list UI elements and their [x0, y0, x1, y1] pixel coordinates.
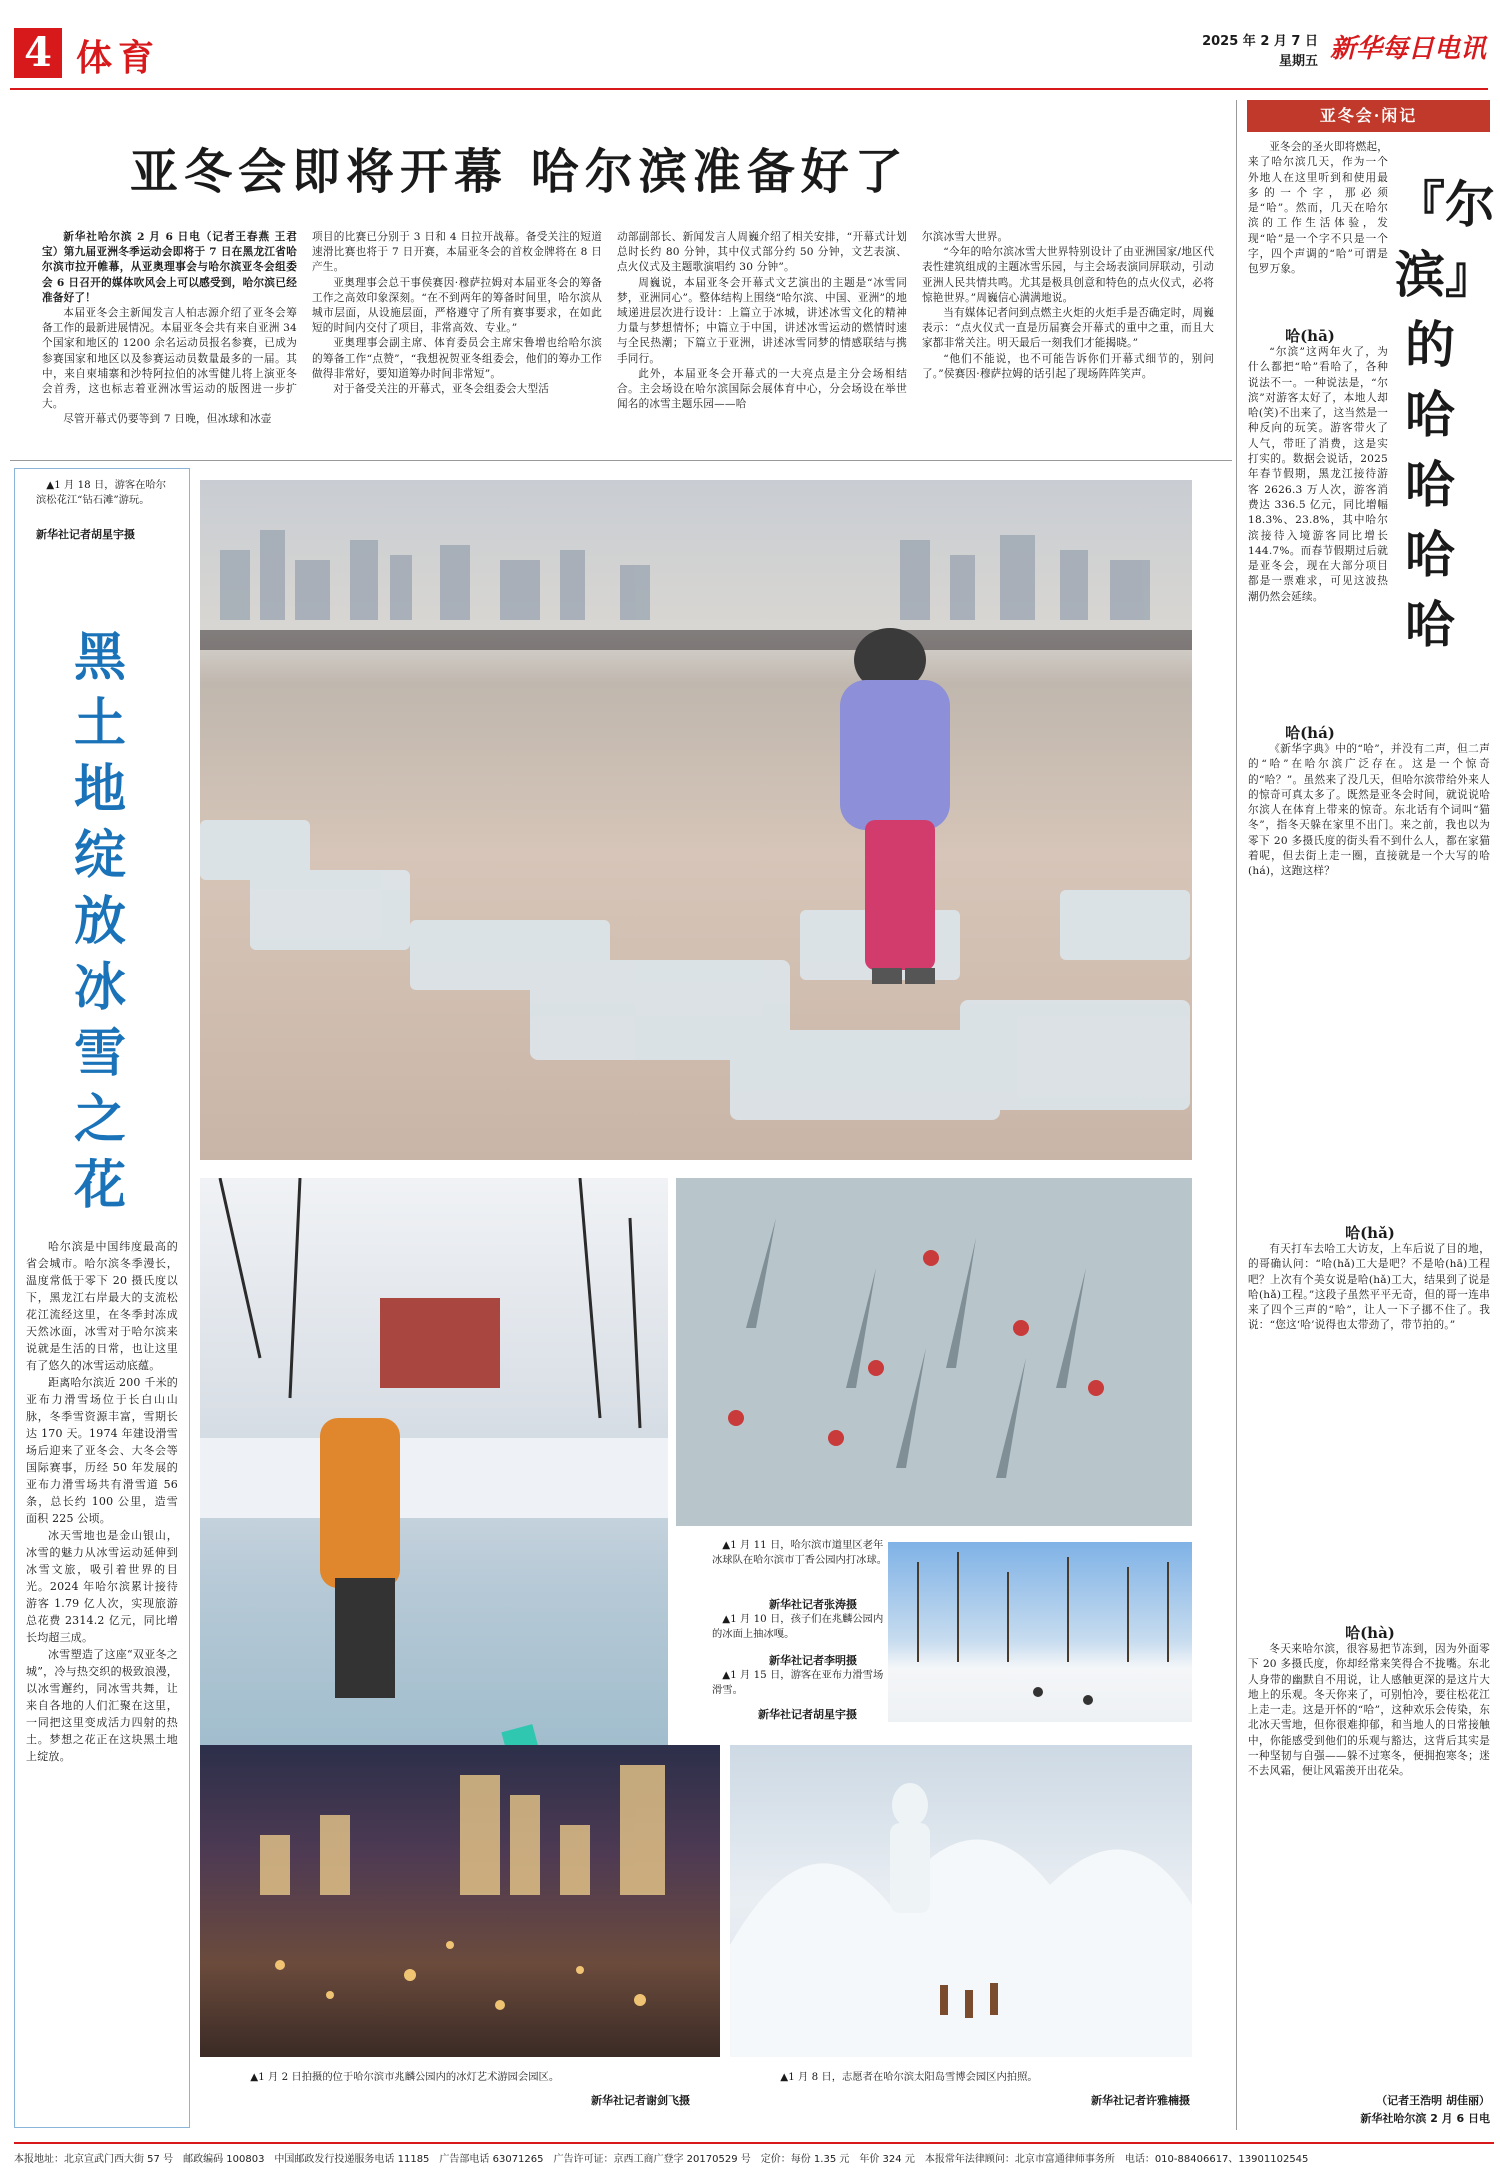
- side-para: 冰雪塑造了这座“双亚冬之城”，冷与热交织的极致浪漫，以冰雪邂约，同冰雪共舞，让来自各地的人们汇聚在这里，一同把这里变成活力四射的热土。梦想之花正在这块黑土地上绽放。: [26, 1648, 178, 1763]
- divider: [10, 460, 1232, 461]
- article-column-1: [42, 230, 297, 428]
- side-title: [60, 625, 140, 1219]
- column-intro: [1248, 140, 1388, 278]
- column-section: [1248, 1242, 1490, 1334]
- article-para: 亚奥理事会副主席、体育委员会主席宋鲁增也给哈尔滨的筹备工作“点赞”，“我想祝贺亚冬组委会，他们的筹办工作做得非常好，要知道筹办时间非常短”。: [312, 337, 602, 380]
- ice-lantern-photo: [200, 1745, 720, 2057]
- main-photo-credit: 新华社记者胡星宇摄: [36, 528, 135, 541]
- column-para: 《新华字典》中的“哈”，并没有二声，但二声的“哈”在哈尔滨广泛存在。这是一个惊奇的“哈？”。虽然来了没几天，但哈尔滨带给外来人的惊奇可真太多了。既然是亚冬会时间，就说说哈尔滨人在体育上带来的惊奇。东北话有个词叫“猫冬”，指冬天躲在家里不出门。来之前，我也以为零下 20 多摄氏度的街头看不到什么人，都在家猫着呢，但去街上走一圈，直接就是一个大写的哈(há)，这跑这样？: [1248, 743, 1490, 878]
- hockey-photo-scene: [200, 1178, 668, 1763]
- side-para: 哈尔滨是中国纬度最高的省会城市。哈尔滨冬季漫长，温度常低于零下 20 摄氏度以下，黑龙江右岸最大的支流松花江流经这里，在冬季封冻成天然冰面，冰雪对于哈尔滨来说就是生活的日常，也让这里有了悠久的冰雪运动底蕴。: [26, 1240, 178, 1372]
- ski-photo: [888, 1542, 1192, 1722]
- main-photo-scene: [200, 480, 1192, 1160]
- column-section: [1248, 742, 1490, 880]
- credit-sculpture: 新华社记者许雅楠摄: [1091, 2094, 1190, 2107]
- headline: 亚冬会即将开幕 哈尔滨准备好了: [130, 144, 909, 200]
- page-footer: 本报地址：北京宣武门西大街 57 号 邮政编码 100803 中国邮政发行投递服务电话 11185 广告部电话 63071265 广告许可证：京西工商广登字 20170529 号 定价：每份 1.35 元 年价 324 元 本报常年法律顾问：北京市富通律师事务所 电话：010-88406617、13901102545: [14, 2142, 1494, 2166]
- credit-lantern: 新华社记者谢剑飞摄: [591, 2094, 690, 2107]
- ski-scene: [888, 1542, 1192, 1722]
- caption-sculpture: ▲1 月 8 日，志愿者在哈尔滨太阳岛雪博会园区内拍照。: [780, 2071, 1038, 2083]
- credit-hockey: 新华社记者张涛摄: [769, 1598, 857, 1611]
- article-column-2: [312, 230, 602, 397]
- article-para: 此外，本届亚冬会开幕式的一大亮点是主分会场相结合。主会场设在哈尔滨国际会展体育中心，分会场设在举世闻名的冰雪主题乐园——哈: [617, 367, 907, 411]
- dateline: 新华社哈尔滨 2 月 6 日电（记者王春燕 王君宝）第九届亚洲冬季运动会即将于 7 日在黑龙江省哈尔滨市拉开帷幕，从亚奥理事会与哈尔滨亚冬会组委会 6 日召开的媒体吹风会上可以感受到，哈尔滨已经准备好了！: [42, 231, 297, 304]
- column-credit: （记者王浩明 胡佳丽）: [1376, 2094, 1490, 2107]
- article-para: [42, 230, 297, 306]
- weekday-text: 星期五: [1278, 54, 1318, 69]
- article-para: 当有媒体记者问到点燃主火炬的火炬手是否确定时，周巍表示：“点火仪式一直是历届赛会开幕式的重中之重，而且大家都非常关注。明天最后一刻我们才能揭晓。”: [922, 307, 1214, 350]
- caption-lantern: ▲1 月 2 日拍摄的位于哈尔滨市兆麟公园内的冰灯艺术游园会园区。: [250, 2071, 560, 2083]
- issue-date: [1150, 32, 1318, 72]
- column-tag: 亚冬会·闲记: [1247, 100, 1490, 132]
- skaters-scene: [676, 1178, 1192, 1526]
- snow-sculpture-scene: [730, 1745, 1192, 2057]
- hockey-photo: [200, 1178, 668, 1763]
- subhead-ha1: 哈(hā): [1285, 327, 1335, 345]
- skaters-photo: [676, 1178, 1192, 1526]
- subhead-ha4: 哈(hà): [1345, 1624, 1395, 1642]
- header-rule: [10, 88, 1488, 90]
- article-para: 周巍说，本届亚冬会开幕式文艺演出的主题是“冰雪同梦，亚洲同心”。整体结构上围绕“哈尔滨、中国、亚洲”的地域递进层次进行设计：上篇立于冰城，讲述冰雪文化的精神力量与梦想情怀；中篇立于中国，讲述冰雪运动的燃情时速与全民热潮；下篇立于亚洲，讲述冰雪同梦的情感联结与携手同行。: [617, 276, 907, 365]
- column-title: 『尔滨』的哈哈哈哈: [1395, 175, 1495, 654]
- article-para: 项目的比赛已分别于 3 日和 4 日拉开战幕。备受关注的短道速滑比赛也将于 7 日开赛，本届亚冬会的首枚金牌将在 8 日产生。: [312, 231, 602, 274]
- column-para: 冬天来哈尔滨，很容易把节冻到，因为外面零下 20 多摄氏度，你却经常来笑得合不拢嘴。东北人身带的幽默自不用说，让人感触更深的是这片大地上的乐观。冬天你来了，可别怕冷，要往松花江上走一走。这是开怀的“哈”，这种欢乐会传染，东北冰天雪地，但你很难抑郁，和当地人的日常接触中，你能感受到他们的乐观与豁达，这背后其实是一种坚韧与自强——躲不过寒冬，便拥抱寒冬；迷不去风霜，便让风霜羡开出花朵。: [1248, 1643, 1490, 1778]
- subhead-ha2: 哈(há): [1285, 724, 1335, 742]
- subhead-ha3: 哈(hǎ): [1345, 1224, 1395, 1242]
- article-para: “今年的哈尔滨冰雪大世界特别设计了由亚洲国家/地区代表性建筑组成的主题冰雪乐园，与主会场表演同屏联动，引动亚洲人民共情共鸣。尤其是极具创意和特色的点火仪式，必将惊艳世界。”周巍信心满满地说。: [922, 246, 1214, 304]
- caption-ski: ▲1 月 15 日，游客在亚布力滑雪场滑雪。: [712, 1669, 884, 1696]
- article-column-3: [617, 230, 907, 412]
- column-section: [1248, 345, 1388, 605]
- main-photo-caption: ▲1 月 18 日，游客在哈尔滨松花江“钻石滩”游玩。: [36, 479, 167, 506]
- article-para: “他们不能说，也不可能告诉你们开幕式细节的，别问了。”侯赛因·穆萨拉姆的话引起了现场阵阵笑声。: [922, 352, 1214, 380]
- article-para: 亚奥理事会总干事侯赛因·穆萨拉姆对本届亚冬会的筹备工作之高效印象深刻。“在不到两年的筹备时间里，哈尔滨从城市层面，从设施层面，严格遵守了所有赛事要求，在如此短的时间内交付了项目，非常高效、专业。”: [312, 276, 602, 335]
- ice-lantern-scene: [200, 1745, 720, 2057]
- column-para: 亚冬会的圣火即将燃起，来了哈尔滨几天，作为一个外地人在这里听到和使用最多的一个字，那必须是“哈”。然而，几天在哈尔滨的工作生活体验，发现“哈”是一个字不只是一个字，四个声调的“哈”可谓是包罗万象。: [1248, 141, 1388, 276]
- page-number: 4: [14, 28, 62, 78]
- main-photo: [200, 480, 1192, 1160]
- side-para: 距离哈尔滨近 200 千米的亚布力滑雪场位于长白山山脉，冬季雪资源丰富，雪期长达 170 天。1974 年建设滑雪场后迎来了亚冬会、大冬会等国际赛事，历经 50 年发展的亚布力滑雪场共有滑雪道 56 条，总长约 100 公里，造雪面积 225 公顷。: [26, 1376, 178, 1525]
- newspaper-logo: 新华每日电讯: [1330, 34, 1487, 64]
- caption-hockey: ▲1 月 11 日，哈尔滨市道里区老年冰球队在哈尔滨市丁香公园内打冰球。: [712, 1539, 888, 1566]
- article-para: 尔滨冰雪大世界。: [922, 231, 1009, 243]
- credit-ski: 新华社记者胡星宇摄: [758, 1708, 857, 1721]
- article-para: 动部副部长、新闻发言人周巍介绍了相关安排，“开幕式计划总时长约 80 分钟，其中仪式部分约 50 分钟，文艺表演、点火仪式及主题歌演唱约 30 分钟”。: [617, 231, 907, 274]
- article-para: 对于备受关注的开幕式，亚冬会组委会大型活: [333, 383, 550, 396]
- side-article: [26, 1238, 178, 1765]
- article-column-4: [922, 230, 1214, 382]
- side-para: 冰天雪地也是金山银山，冰雪的魅力从冰雪运动延伸到冰雪文旅，吸引着世界的目光。2024 年哈尔滨累计接待游客 1.79 亿人次，实现旅游总花费 2314.2 亿元，同比增长均超三成。: [26, 1529, 178, 1644]
- caption-ice-top: ▲1 月 10 日，孩子们在兆麟公园内的冰面上抽冰嘎。: [712, 1613, 884, 1640]
- column-section: [1248, 1642, 1490, 1780]
- snow-sculpture-photo: [730, 1745, 1192, 2057]
- credit-ice-top: 新华社记者李明摄: [769, 1654, 857, 1667]
- column-dateline: 新华社哈尔滨 2 月 6 日电: [1360, 2112, 1490, 2125]
- column-para: 有天打车去哈工大访友，上车后说了目的地，的哥确认问：“哈(hǎ)工大是吧？不是哈(hā)工程吧？上次有个美女说是哈(hǎ)工大，结果到了说是哈(hǎ)工程。”这段子虽然平平无奇，但的哥一连串来了四个三声的“哈”，让人一下子挪不住了。我说：“您这‘哈’说得也太带劲了，带节拍的。”: [1248, 1243, 1490, 1332]
- article-para: 本届亚冬会主新闻发言人柏志源介绍了亚冬会筹备工作的最新进展情况。本届亚冬会共有来自亚洲 34 个国家和地区的 1200 余名运动员报名参赛，已成为参赛国家和地区以及参赛运动员数量最多的一届。其中，来自柬埔寨和沙特阿拉伯的冰雪健儿将上演亚冬会首秀，这也标志着亚洲冰雪运动的版图进一步扩大。: [42, 307, 297, 411]
- column-rule: [1236, 100, 1237, 2130]
- section-name: 体育: [76, 37, 161, 79]
- page-header: [0, 0, 1500, 108]
- article-para: 尽管开幕式仍要等到 7 日晚，但冰球和冰壶: [63, 413, 272, 426]
- side-title-text: 黑土地绽放冰雪之花: [73, 627, 126, 1216]
- date-text: 2025 年 2 月 7 日: [1202, 34, 1318, 49]
- column-para: “尔滨”这两年火了，为什么都把“哈”看哈了，各种说法不一。一种说法是，“尔滨”对游客太好了，本地人却哈(笑)不出来了，这当然是一种反向的玩笑。游客带火了人气，带旺了消费，这是实打实的。数据会说话，2025 年春节假期，黑龙江接待游客 2626.3 万人次，游客消费达 336.5 亿元，同比增幅 18.3%、23.8%，其中哈尔滨接待入境游客同比增长 144.7%。而春节假期过后就是亚冬会，现在大部分项目都是一票难求，可见这波热潮仍然会延续。: [1248, 346, 1388, 603]
